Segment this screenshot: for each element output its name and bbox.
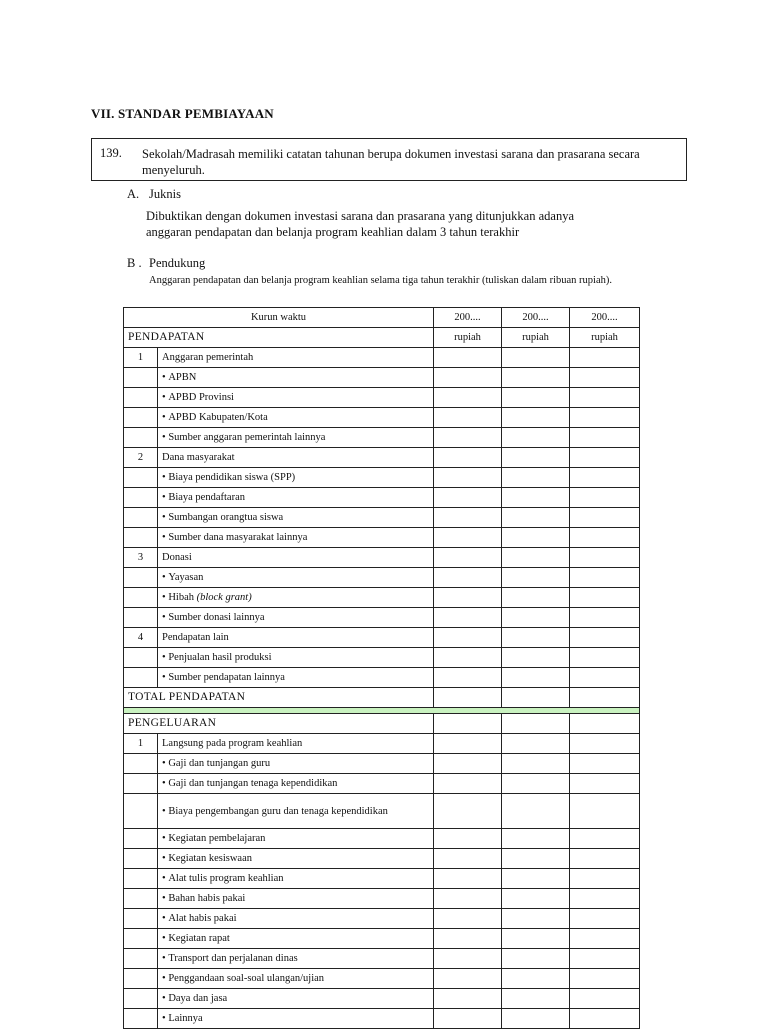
amount-cell xyxy=(434,869,502,889)
amount-cell xyxy=(502,608,570,628)
number-cell xyxy=(124,909,158,929)
item-label xyxy=(158,754,434,774)
amount-cell xyxy=(434,348,502,368)
amount-cell xyxy=(434,668,502,688)
amount-cell xyxy=(502,428,570,448)
amount-cell xyxy=(502,754,570,774)
item-text: Kegiatan rapat xyxy=(168,933,230,944)
unit-label: rupiah xyxy=(434,328,502,348)
total-income-row xyxy=(124,688,640,708)
item-row xyxy=(124,428,640,448)
amount-cell xyxy=(502,714,570,734)
item-row xyxy=(124,668,640,688)
budget-table xyxy=(123,307,640,1029)
item-row xyxy=(124,488,640,508)
amount-cell xyxy=(570,829,640,849)
amount-cell xyxy=(502,734,570,754)
amount-cell xyxy=(502,969,570,989)
amount-cell xyxy=(434,608,502,628)
amount-cell xyxy=(502,774,570,794)
item-label xyxy=(158,568,434,588)
amount-cell xyxy=(570,548,640,568)
number-cell xyxy=(124,889,158,909)
amount-cell xyxy=(434,909,502,929)
income-section-label: PENDAPATAN xyxy=(124,328,434,348)
item-row xyxy=(124,989,640,1009)
amount-cell xyxy=(570,774,640,794)
amount-cell xyxy=(502,468,570,488)
number-cell xyxy=(124,849,158,869)
amount-cell xyxy=(570,989,640,1009)
amount-cell xyxy=(570,794,640,829)
item-text: APBN xyxy=(168,372,197,383)
pendukung-text: Anggaran pendapatan dan belanja program keahlian selama tiga tahun terakhir (tuliskan dalam ribuan rupiah). xyxy=(149,275,612,286)
amount-cell xyxy=(570,508,640,528)
amount-cell xyxy=(434,368,502,388)
item-row xyxy=(124,909,640,929)
group-title: Donasi xyxy=(158,548,434,568)
amount-cell xyxy=(570,568,640,588)
amount-cell xyxy=(502,488,570,508)
amount-cell xyxy=(434,969,502,989)
group-number: 1 xyxy=(124,734,158,754)
amount-cell xyxy=(434,794,502,829)
item-label xyxy=(158,829,434,849)
item-row xyxy=(124,648,640,668)
sub-a-letter: A. xyxy=(127,187,140,201)
item-row xyxy=(124,949,640,969)
amount-cell xyxy=(434,448,502,468)
amount-cell xyxy=(434,588,502,608)
amount-cell xyxy=(434,889,502,909)
item-label xyxy=(158,949,434,969)
item-text: Sumber donasi lainnya xyxy=(168,612,265,623)
section-title: VII. STANDAR PEMBIAYAAN xyxy=(91,106,274,121)
item-label xyxy=(158,774,434,794)
number-cell xyxy=(124,794,158,829)
number-cell xyxy=(124,508,158,528)
period-header: Kurun waktu xyxy=(124,308,434,328)
item-label xyxy=(158,909,434,929)
amount-cell xyxy=(434,508,502,528)
item-text: Biaya pendidikan siswa (SPP) xyxy=(168,472,296,483)
amount-cell xyxy=(434,628,502,648)
item-label xyxy=(158,989,434,1009)
amount-cell xyxy=(502,849,570,869)
amount-cell xyxy=(570,714,640,734)
sub-a-label: Juknis xyxy=(149,187,181,201)
item-label xyxy=(158,889,434,909)
item-text: Biaya pendaftaran xyxy=(168,492,245,503)
amount-cell xyxy=(434,774,502,794)
item-text: Daya dan jasa xyxy=(168,993,228,1004)
number-cell xyxy=(124,969,158,989)
amount-cell xyxy=(434,688,502,708)
item-row xyxy=(124,588,640,608)
item-label xyxy=(158,468,434,488)
amount-cell xyxy=(434,388,502,408)
number-cell xyxy=(124,368,158,388)
group-number: 4 xyxy=(124,628,158,648)
item-text: Penggandaan soal-soal ulangan/ujian xyxy=(168,973,325,984)
amount-cell xyxy=(502,528,570,548)
amount-cell xyxy=(570,368,640,388)
item-row xyxy=(124,969,640,989)
group-title: Langsung pada program keahlian xyxy=(158,734,434,754)
item-text: Lainnya xyxy=(168,1013,203,1024)
item-label xyxy=(158,508,434,528)
item-label xyxy=(158,408,434,428)
unit-label: rupiah xyxy=(570,328,640,348)
number-cell xyxy=(124,388,158,408)
item-label xyxy=(158,608,434,628)
item-label xyxy=(158,794,434,829)
item-text: Sumber anggaran pemerintah lainnya xyxy=(168,432,326,443)
amount-cell xyxy=(502,448,570,468)
item-row xyxy=(124,468,640,488)
amount-cell xyxy=(434,714,502,734)
amount-cell xyxy=(570,734,640,754)
item-row xyxy=(124,849,640,869)
item-label xyxy=(158,668,434,688)
amount-cell xyxy=(570,648,640,668)
group-row xyxy=(124,548,640,568)
item-text: Penjualan hasil produksi xyxy=(168,652,272,663)
amount-cell xyxy=(434,568,502,588)
amount-cell xyxy=(502,628,570,648)
amount-cell xyxy=(570,428,640,448)
income-section-row xyxy=(124,328,640,348)
amount-cell xyxy=(434,1009,502,1029)
item-label xyxy=(158,929,434,949)
number-cell xyxy=(124,754,158,774)
amount-cell xyxy=(502,408,570,428)
amount-cell xyxy=(570,468,640,488)
amount-cell xyxy=(502,668,570,688)
item-label xyxy=(158,488,434,508)
amount-cell xyxy=(570,1009,640,1029)
amount-cell xyxy=(570,688,640,708)
amount-cell xyxy=(570,448,640,468)
header-row xyxy=(124,308,640,328)
amount-cell xyxy=(570,408,640,428)
item-row xyxy=(124,794,640,829)
item-label xyxy=(158,648,434,668)
item-label xyxy=(158,388,434,408)
item-label xyxy=(158,869,434,889)
unit-label: rupiah xyxy=(502,328,570,348)
number-cell xyxy=(124,428,158,448)
item-text: Sumber dana masyarakat lainnya xyxy=(168,532,308,543)
number-cell xyxy=(124,869,158,889)
amount-cell xyxy=(434,949,502,969)
group-row xyxy=(124,628,640,648)
item-text: Gaji dan tunjangan tenaga kependidikan xyxy=(168,778,338,789)
number-cell xyxy=(124,1009,158,1029)
amount-cell xyxy=(502,388,570,408)
amount-cell xyxy=(570,668,640,688)
question-box xyxy=(91,138,687,181)
number-cell xyxy=(124,929,158,949)
question-number: 139. xyxy=(100,146,122,160)
item-text: Sumbangan orangtua siswa xyxy=(168,512,284,523)
amount-cell xyxy=(570,869,640,889)
juknis-text: Dibuktikan dengan dokumen investasi sarana dan prasarana yang ditunjukkan adanya anggaran pendapatan dan belanja program keahlian dalam 3 tahun terakhir xyxy=(146,209,574,239)
amount-cell xyxy=(434,829,502,849)
number-cell xyxy=(124,528,158,548)
item-row xyxy=(124,1009,640,1029)
item-text: Alat tulis program keahlian xyxy=(168,873,284,884)
item-text: APBD Provinsi xyxy=(168,392,234,403)
sub-b-letter: B . xyxy=(127,256,142,270)
amount-cell xyxy=(570,929,640,949)
item-row xyxy=(124,528,640,548)
amount-cell xyxy=(502,568,570,588)
amount-cell xyxy=(502,929,570,949)
amount-cell xyxy=(570,388,640,408)
year-header: 200.... xyxy=(434,308,502,328)
amount-cell xyxy=(434,428,502,448)
amount-cell xyxy=(570,949,640,969)
sub-b-label: Pendukung xyxy=(149,256,206,270)
amount-cell xyxy=(502,909,570,929)
amount-cell xyxy=(502,648,570,668)
amount-cell xyxy=(502,1009,570,1029)
amount-cell xyxy=(570,849,640,869)
item-row xyxy=(124,508,640,528)
amount-cell xyxy=(570,528,640,548)
amount-cell xyxy=(570,628,640,648)
hibah-note: (block grant) xyxy=(193,592,252,603)
number-cell xyxy=(124,774,158,794)
item-row xyxy=(124,388,640,408)
item-row xyxy=(124,368,640,388)
item-label xyxy=(158,969,434,989)
amount-cell xyxy=(502,588,570,608)
amount-cell xyxy=(502,368,570,388)
item-text: Hibah xyxy=(168,592,194,603)
item-text: Kegiatan kesiswaan xyxy=(168,853,252,864)
amount-cell xyxy=(434,468,502,488)
number-cell xyxy=(124,668,158,688)
item-text: Biaya pengembangan guru dan tenaga kependidikan xyxy=(168,805,388,817)
item-text: Gaji dan tunjangan guru xyxy=(168,758,271,769)
group-number: 2 xyxy=(124,448,158,468)
amount-cell xyxy=(434,648,502,668)
item-text: Bahan habis pakai xyxy=(168,893,246,904)
amount-cell xyxy=(502,989,570,1009)
item-row xyxy=(124,929,640,949)
amount-cell xyxy=(434,849,502,869)
amount-cell xyxy=(570,588,640,608)
item-text: Yayasan xyxy=(168,572,204,583)
item-label xyxy=(158,1009,434,1029)
item-label xyxy=(158,588,434,608)
item-text: Transport dan perjalanan dinas xyxy=(168,953,298,964)
number-cell xyxy=(124,648,158,668)
number-cell xyxy=(124,488,158,508)
number-cell xyxy=(124,568,158,588)
item-row xyxy=(124,408,640,428)
year-header: 200.... xyxy=(570,308,640,328)
amount-cell xyxy=(502,688,570,708)
amount-cell xyxy=(434,754,502,774)
amount-cell xyxy=(570,348,640,368)
item-row xyxy=(124,829,640,849)
group-title: Dana masyarakat xyxy=(158,448,434,468)
group-number: 3 xyxy=(124,548,158,568)
item-label xyxy=(158,428,434,448)
item-text: APBD Kabupaten/Kota xyxy=(168,412,268,423)
group-row xyxy=(124,734,640,754)
number-cell xyxy=(124,468,158,488)
group-title: Pendapatan lain xyxy=(158,628,434,648)
expense-section-label: PENGELUARAN xyxy=(124,714,434,734)
amount-cell xyxy=(570,909,640,929)
item-row xyxy=(124,754,640,774)
item-label xyxy=(158,849,434,869)
amount-cell xyxy=(434,734,502,754)
amount-cell xyxy=(570,969,640,989)
item-label xyxy=(158,528,434,548)
number-cell xyxy=(124,408,158,428)
item-text: Kegiatan pembelajaran xyxy=(168,833,266,844)
item-text: Sumber pendapatan lainnya xyxy=(168,672,285,683)
item-row xyxy=(124,608,640,628)
item-row xyxy=(124,568,640,588)
group-row xyxy=(124,348,640,368)
year-header: 200.... xyxy=(502,308,570,328)
question-text: Sekolah/Madrasah memiliki catatan tahunan berupa dokumen investasi sarana dan prasarana secara menyeluruh. xyxy=(142,147,640,177)
amount-cell xyxy=(502,508,570,528)
amount-cell xyxy=(502,949,570,969)
amount-cell xyxy=(502,869,570,889)
amount-cell xyxy=(434,929,502,949)
number-cell xyxy=(124,989,158,1009)
amount-cell xyxy=(434,528,502,548)
group-row xyxy=(124,448,640,468)
amount-cell xyxy=(434,408,502,428)
item-row xyxy=(124,774,640,794)
amount-cell xyxy=(502,348,570,368)
item-row xyxy=(124,889,640,909)
group-number: 1 xyxy=(124,348,158,368)
item-label xyxy=(158,368,434,388)
amount-cell xyxy=(434,989,502,1009)
amount-cell xyxy=(502,794,570,829)
amount-cell xyxy=(570,754,640,774)
number-cell xyxy=(124,829,158,849)
number-cell xyxy=(124,949,158,969)
item-text: Alat habis pakai xyxy=(168,913,237,924)
amount-cell xyxy=(570,889,640,909)
amount-cell xyxy=(502,889,570,909)
amount-cell xyxy=(434,548,502,568)
amount-cell xyxy=(502,829,570,849)
expense-section-row xyxy=(124,714,640,734)
amount-cell xyxy=(570,488,640,508)
number-cell xyxy=(124,608,158,628)
group-title: Anggaran pemerintah xyxy=(158,348,434,368)
amount-cell xyxy=(570,608,640,628)
total-income-label: TOTAL PENDAPATAN xyxy=(124,688,434,708)
amount-cell xyxy=(502,548,570,568)
item-row xyxy=(124,869,640,889)
amount-cell xyxy=(434,488,502,508)
number-cell xyxy=(124,588,158,608)
